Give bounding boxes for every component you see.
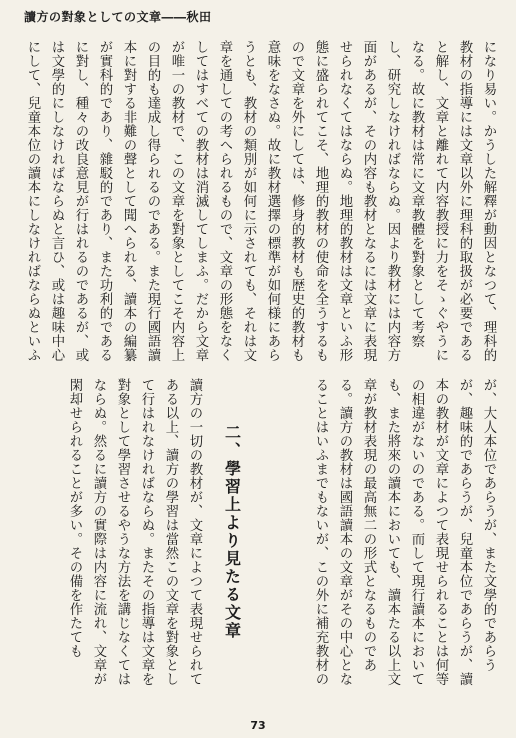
page-number: 73 xyxy=(250,719,266,732)
body-text-upper xyxy=(20,40,500,365)
section-heading: 二、學習上より見たる文章 xyxy=(222,424,242,640)
paragraph-lower-left: 讀方の一切の教材が、文章によつて表現せられてある以上、讀方の學習は當然この文章を對象として行はれなければならぬ。またその指導は文章を對象として學習させるやうな方法を講じなくてはならぬ。然るに讀方の實際は内容に流れ、文章が閑却せられることが多い。その備を作たても xyxy=(67,378,202,686)
body-text-lower-right xyxy=(308,378,500,686)
paragraph-lower-right: が、大人本位であらうが、また文學的であらうが、趣味的であらうが、兒童本位であらうが、讀本の教材が文章によつて表現せられることは何等の相違がないのである。而して現行讀本においても、また將來の讀本においても、讀本たる以上文章が教材表現の最高無二の形式となるものである。讀方の教材は國語讀本の文章がその中心となることはいふまでもないが、この外に補充教材の xyxy=(313,378,496,686)
body-text-lower-left xyxy=(16,378,206,686)
running-head: 讀方の對象としての文章――秋田 xyxy=(24,10,212,24)
paragraph-upper: になり易い。かうした解釋が動因となつて、理科的教材の指導には文章以外に理科的取扱が必要であると解し、文章と離れて内容教授に力をそゝぐやうになる。故に教材は常に文章教體を對象として考察し、研究しなければならぬ。因より教材には内容方面があるが、その内容も教材となるには文章に表現せられなくてはならぬ。地理的教材は文章といふ形態に盛られてこそ、地理的教材の使命を全うするもので文章を外にしては、修身的教材も歴史的教材も意味をなさぬ。故に教材選擇の標準が如何様にあらうとも、教材の類別が如何に示されても、それは文章を通しての考へられるもので、文章の形態をなくしてはすべての教材は消滅してしまふ。だから文章が唯一の教材で、この文章を對象としてこそ内容上の目的も達成し得られるのである。また現行國語讀本に對する非難の聲として聞へられる、讀本の編纂が實科的であり、雜駁的であり、また功利的であるに對し、種々の改良意見が行はれるのであるが、或は文學的にしなければならぬと言ひ、或は趣味中心にして、兒童本位の讀本にしなければならぬといふ xyxy=(25,40,496,362)
